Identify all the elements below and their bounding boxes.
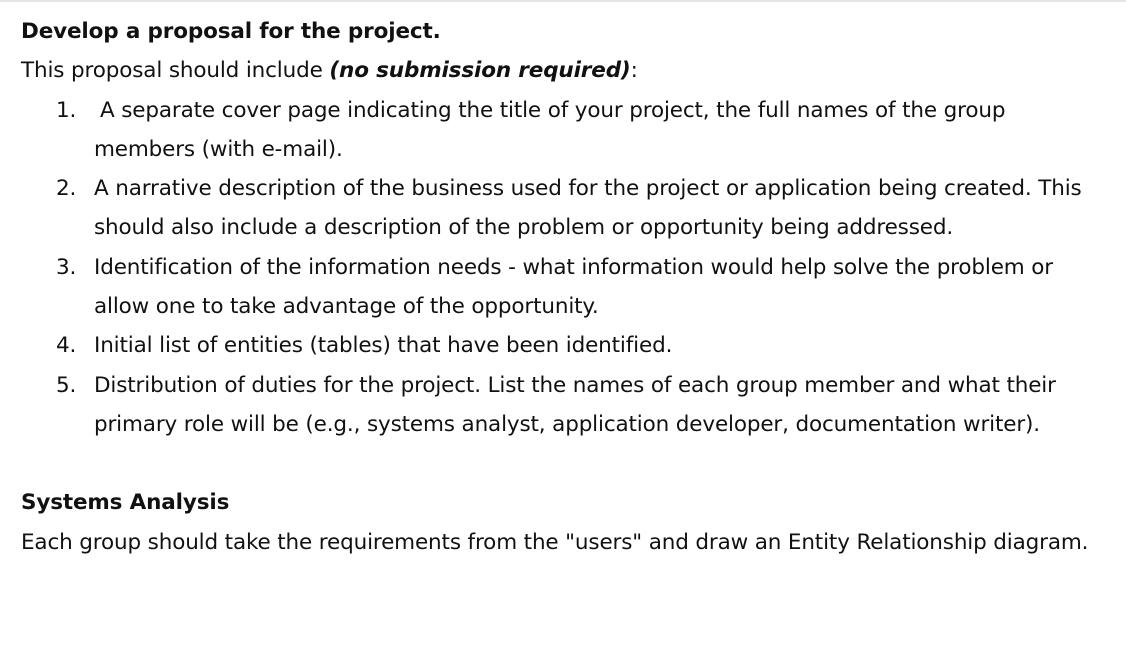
top-divider <box>0 0 1126 2</box>
list-item-text: Initial list of entities (tables) that have been identified. <box>94 333 673 359</box>
systems-analysis-text: Each group should take the requirements from the "users" and draw an Entity Relationship diagram. <box>21 529 1089 555</box>
document-body <box>21 12 1111 562</box>
list-item <box>21 326 1111 365</box>
list-item-number: 2. <box>56 176 77 202</box>
intro-prefix: This proposal should include <box>21 58 330 84</box>
section-spacer <box>21 444 1111 483</box>
list-item-text: A separate cover page indicating the title of your project, the full names of the group members (with e-mail). <box>94 97 1006 162</box>
list-item <box>21 248 1111 327</box>
list-item-text: A narrative description of the business used for the project or application being created. This should also include a description of the problem or opportunity being addressed. <box>94 176 1082 241</box>
proposal-intro <box>21 51 1111 90</box>
intro-suffix: : <box>630 58 638 84</box>
systems-analysis-heading: Systems Analysis <box>21 490 230 516</box>
list-item-number: 5. <box>56 372 77 398</box>
proposal-heading: Develop a proposal for the project. <box>21 19 441 44</box>
intro-emphasis: (no submission required) <box>329 58 631 84</box>
list-item-text: Identification of the information needs - what information would help solve the problem or allow one to take advantage of the opportunity. <box>94 254 1053 320</box>
list-item-text: Distribution of duties for the project. List the names of each group member and what their primary role will be (e.g., systems analyst, application developer, documentation writer). <box>94 372 1056 437</box>
list-item-number: 4. <box>56 333 77 359</box>
requirements-list <box>21 91 1111 445</box>
list-item <box>21 91 1111 170</box>
list-item <box>21 169 1111 248</box>
list-item-number: 1. <box>56 97 77 123</box>
list-item-number: 3. <box>56 254 77 280</box>
list-item <box>21 366 1111 445</box>
